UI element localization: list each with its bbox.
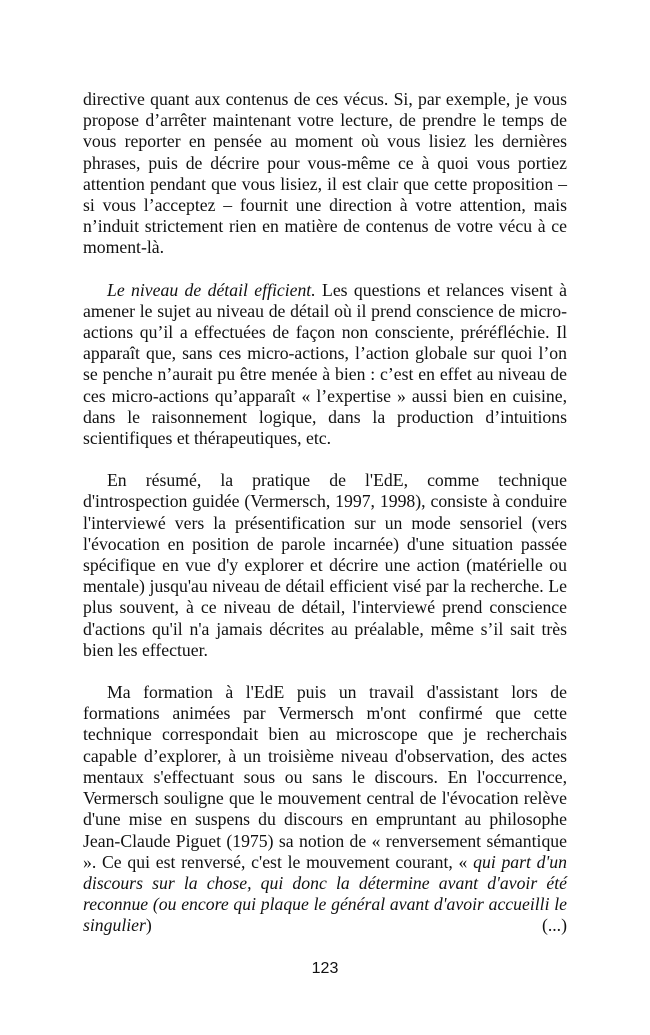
paragraph-3: En résumé, la pratique de l'EdE, comme technique d'introspection guidée (Vermersch, 1997, 1998), consiste à conduire l'interviewé vers la présentification sur un mode sensoriel (vers l'évocation en position de parole incarnée) d'une situation passée spécifique en vue d'y explorer et décrire une action (matérielle ou mentale) jusqu'au niveau de détail efficient visé par la recherche. Le plus souvent, à ce niveau de détail, l'interviewé prend conscience d'actions qu'il n'a jamais décrites au préalable, même s’il sait très bien les effectuer. <box>83 470 567 660</box>
page-number: 123 <box>311 960 339 977</box>
paragraph-2-heading: Le niveau de détail efficient. <box>107 279 316 300</box>
paragraph-4-quote: qui part d'un discours sur la chose, qui donc la détermine avant d'avoir été reconnue (ou encore qui plaque le général avant d'avoir accueilli le singulier <box>83 851 567 936</box>
paragraph-4-body: Ma formation à l'EdE puis un travail d'assistant lors de formations animées par Vermersch m'ont confirmé que cette technique correspondait bien au microscope que je recherchais capable d’explorer, à un troisième niveau d'observation, des actes mentaux s'effectuant sous ou sans le discours. En l'occurrence, Vermersch souligne que le mouvement central de l'évocation relève d'une mise en suspens du discours en empruntant au philosophe Jean-Claude Piguet (1975) sa notion de « renversement sémantique ». Ce qui est renversé, c'est le mouvement courant, « <box>83 682 567 872</box>
document-page <box>83 89 567 958</box>
paragraph-2-body: Les questions et relances visent à amener le sujet au niveau de détail où il prend conscience de micro-actions qu’il a effectuées de façon non consciente, préréfléchie. Il apparaît que, sans ces micro-actions, l’action globale sur quoi l’on se penche n’aurait pu être menée à bien : c’est en effet au niveau de ces micro-actions qu’apparaît « l’expertise » aussi bien en cuisine, dans le raisonnement logique, dans la production d’intuitions scientifiques et thérapeutiques, etc. <box>83 279 567 449</box>
paragraph-4-end: ) (...) <box>145 915 567 936</box>
paragraph-2 <box>83 280 567 450</box>
paragraph-4 <box>83 682 567 936</box>
paragraph-1: directive quant aux contenus de ces vécus. Si, par exemple, je vous propose d’arrêter maintenant votre lecture, de prendre le temps de vous reporter en pensée au moment où vous lisiez les dernières phrases, puis de décrire pour vous-même ce à quoi vous portiez attention pendant que vous lisiez, il est clair que cette proposition – si vous l’acceptez – fournit une direction à votre attention, mais n’induit strictement rien en matière de contenus de votre vécu à ce moment-là. <box>83 89 567 258</box>
